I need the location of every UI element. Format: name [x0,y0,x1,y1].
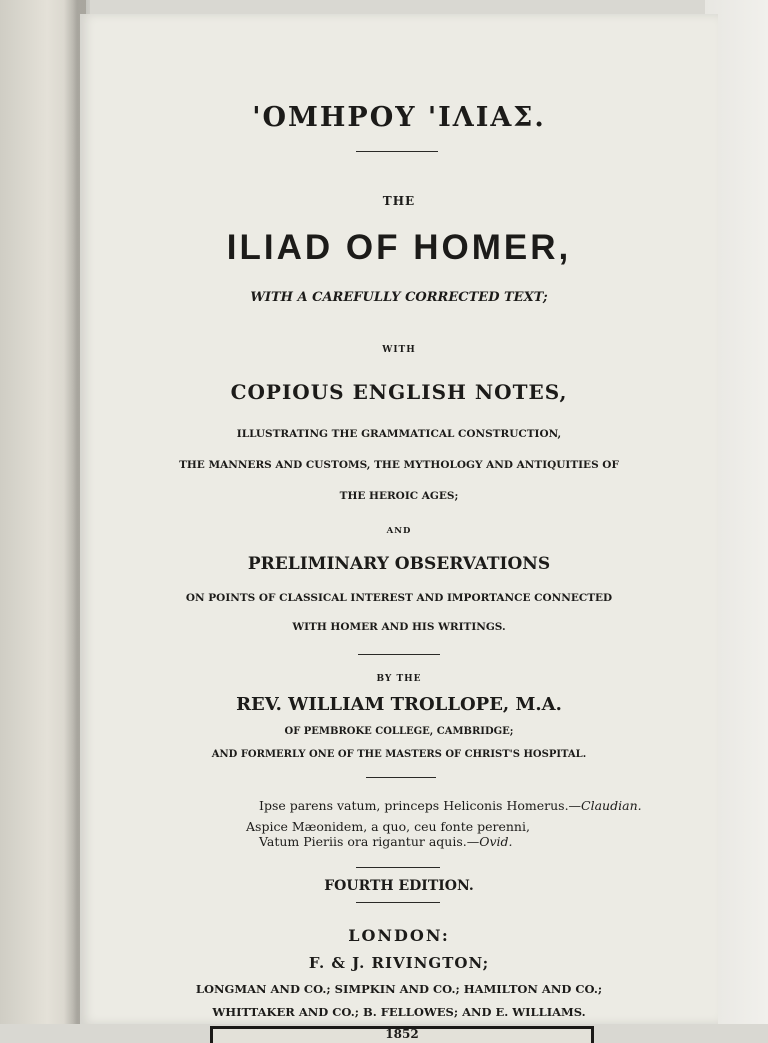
title-page [80,14,718,1041]
epigraph-line [259,798,642,813]
illustrating-line: ILLUSTRATING THE GRAMMATICAL CONSTRUCTION, [236,428,562,440]
imprint-line: LONGMAN AND CO.; SIMPKIN AND CO.; HAMILTON AND CO.; [195,982,603,996]
epigraph-text: Ipse parens vatum, princeps Heliconis Homerus.— [259,798,582,813]
subtitle: WITH A CAREFULLY CORRECTED TEXT; [250,290,548,305]
divider-rule [356,902,440,903]
epigraph-line [259,834,513,849]
author-affiliation: OF PEMBROKE COLLEGE, CAMBRIDGE; [284,726,514,737]
notes-title: COPIOUS ENGLISH NOTES, [230,380,568,404]
epigraph-source: Ovid. [479,834,513,849]
by-the-label: BY THE [376,674,422,684]
edition-label: FOURTH EDITION. [324,878,474,894]
divider-rule [356,151,438,152]
divider-rule [366,777,436,778]
author-affiliation: AND FORMERLY ONE OF THE MASTERS OF CHRIST'S HOSPITAL. [211,749,587,760]
greek-title: 'ΟΜΗΡΟΥ 'ΙΛΙΑΣ. [252,102,546,133]
illustrating-line: THE MANNERS AND CUSTOMS, THE MYTHOLOGY AND ANTIQUITIES OF [179,459,619,471]
illustrating-line: THE HEROIC AGES; [339,490,459,502]
observations-line: WITH HOMER AND HIS WRITINGS. [292,621,506,633]
and-label: AND [386,526,412,536]
divider-rule [356,867,440,868]
year-label-box [210,1026,594,1043]
epigraph-text: Vatum Pieriis ora rigantur aquis.— [259,834,480,849]
imprint-city: LONDON: [348,926,450,945]
title-the: THE [382,194,416,208]
observations-title: PRELIMINARY OBSERVATIONS [247,554,551,574]
main-title: ILIAD OF HOMER, [226,228,572,267]
epigraph-source: Claudian. [581,798,642,813]
observations-line: ON POINTS OF CLASSICAL INTEREST AND IMPORTANCE CONNECTED [185,592,613,604]
author-name: REV. WILLIAM TROLLOPE, M.A. [236,694,562,715]
imprint-line: WHITTAKER AND CO.; B. FELLOWES; AND E. WILLIAMS. [212,1005,586,1019]
epigraph-line: Aspice Mæonidem, a quo, ceu fonte perenni, [246,819,530,834]
with-label: WITH [382,345,416,355]
imprint-publisher: F. & J. RIVINGTON; [308,954,490,972]
imprint-year: 1852 [385,1027,419,1041]
divider-rule [358,654,440,655]
